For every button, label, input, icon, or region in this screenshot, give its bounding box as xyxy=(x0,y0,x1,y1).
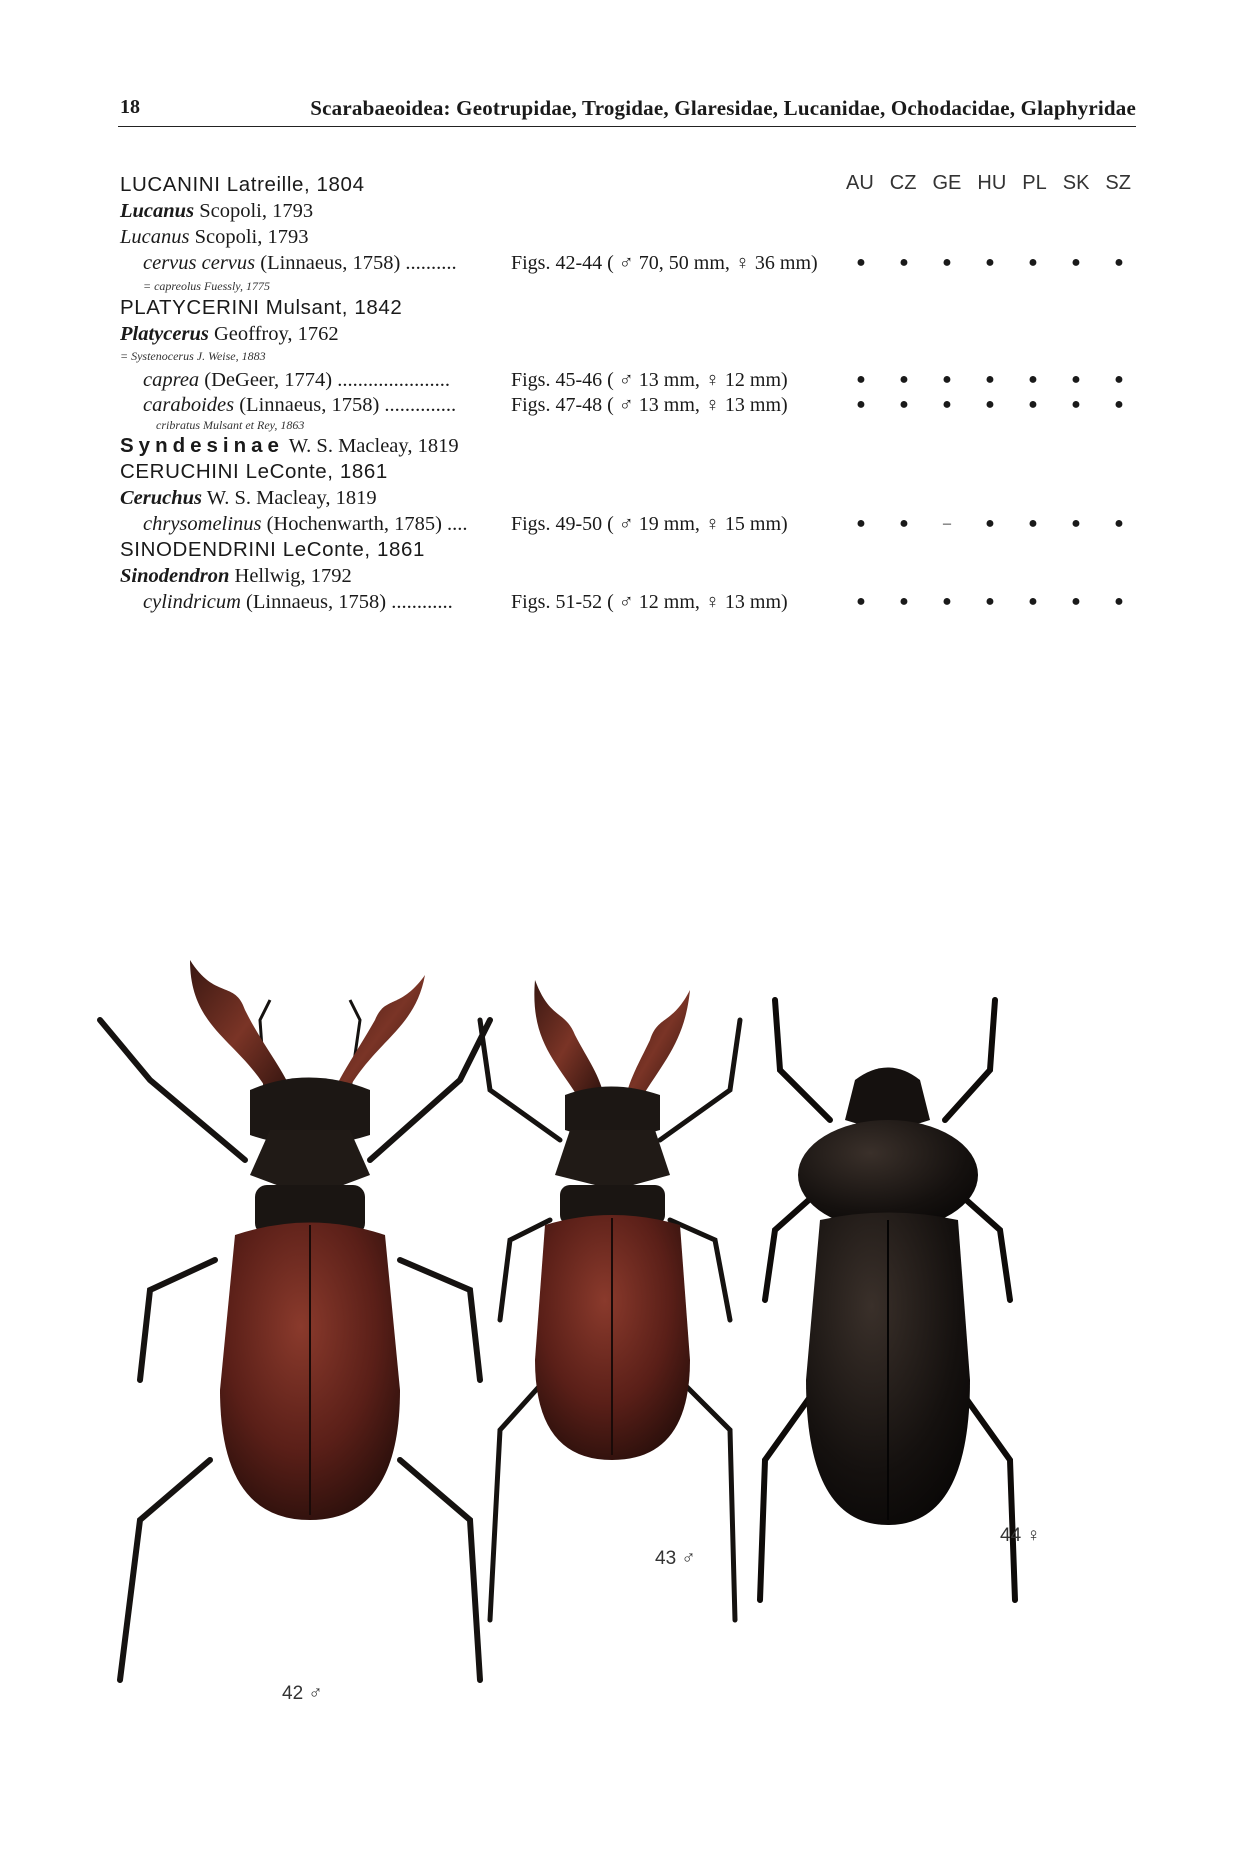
genus-author: Scopoli, 1793 xyxy=(194,200,314,222)
species-author: (DeGeer, 1774) ...................... xyxy=(199,369,450,391)
dist-dot: ● xyxy=(1071,593,1081,610)
specimen-plate xyxy=(40,960,1208,1780)
synonym-cribratus: cribratus Mulsant et Rey, 1863 xyxy=(156,418,305,432)
country-sz: SZ xyxy=(1105,172,1131,194)
dist-dot: ● xyxy=(942,371,952,388)
synonym-capreolus: = capreolus Fuessly, 1775 xyxy=(143,279,270,293)
dist-dot: ● xyxy=(985,515,995,532)
figure-label-42: 42 ♂ xyxy=(282,1683,323,1704)
species-name: caraboides xyxy=(143,394,235,416)
species-caprea xyxy=(143,367,450,393)
species-author: (Linnaeus, 1758) .......... xyxy=(255,252,457,274)
genus-name: Ceruchus xyxy=(120,487,203,509)
genus-platycerus xyxy=(120,321,339,347)
specimen-42-male xyxy=(100,960,490,1680)
specimen-44-female xyxy=(760,1000,1015,1600)
dist-dot: ● xyxy=(856,593,866,610)
figref-chrysomelinus: Figs. 49-50 ( ♂ 19 mm, ♀ 15 mm) xyxy=(511,513,788,535)
species-cylindricum xyxy=(143,589,453,615)
running-title: Scarabaeoidea: Geotrupidae, Trogidae, Glaresidae, Lucanidae, Ochodacidae, Glaphyridae xyxy=(310,96,1136,120)
dist-dot: ● xyxy=(985,396,995,413)
genus-name: Sinodendron xyxy=(120,565,230,587)
dist-dot: ● xyxy=(942,254,952,271)
synonym-systenocerus: = Systenocerus J. Weise, 1883 xyxy=(120,349,266,363)
species-author: (Linnaeus, 1758) .............. xyxy=(234,394,457,416)
distribution-cylindricum xyxy=(855,589,1125,615)
page-number: 18 xyxy=(120,96,140,118)
dist-dot: ● xyxy=(899,371,909,388)
subfamily-name: Syndesinae xyxy=(120,434,284,457)
subfamily-author: W. S. Macleay, 1819 xyxy=(283,435,459,457)
dist-dot: ● xyxy=(1071,396,1081,413)
figref-cervus: Figs. 42-44 ( ♂ 70, 50 mm, ♀ 36 mm) xyxy=(511,252,818,274)
subgenus-lucanus xyxy=(120,224,309,250)
tribe-ceruchini: CERUCHINI LeConte, 1861 xyxy=(120,460,388,483)
figref-cylindricum: Figs. 51-52 ( ♂ 12 mm, ♀ 13 mm) xyxy=(511,591,788,613)
dist-dot: ● xyxy=(942,593,952,610)
species-chrysomelinus xyxy=(143,511,468,537)
dist-dot: ● xyxy=(899,396,909,413)
figref-caraboides: Figs. 47-48 ( ♂ 13 mm, ♀ 13 mm) xyxy=(511,394,788,416)
species-name: cylindricum xyxy=(143,591,241,613)
distribution-chrysomelinus xyxy=(855,511,1125,537)
running-header xyxy=(118,96,1136,127)
genus-sinodendron xyxy=(120,563,352,589)
figure-label-44: 44 ♀ xyxy=(1000,1525,1041,1546)
dist-dot: ● xyxy=(856,396,866,413)
dist-dot: ● xyxy=(856,515,866,532)
figref-caprea: Figs. 45-46 ( ♂ 13 mm, ♀ 12 mm) xyxy=(511,369,788,391)
species-name: caprea xyxy=(143,369,200,391)
species-caraboides xyxy=(143,392,456,418)
species-cervus xyxy=(143,250,457,276)
dist-dot: ● xyxy=(985,593,995,610)
species-name: chrysomelinus xyxy=(143,513,262,535)
dist-dot: ● xyxy=(1028,254,1038,271)
dist-dot: ● xyxy=(899,254,909,271)
species-author: (Linnaeus, 1758) ............ xyxy=(240,591,453,613)
genus-ceruchus xyxy=(120,485,377,511)
dist-dot: ● xyxy=(1028,396,1038,413)
genus-name: Lucanus xyxy=(120,200,195,222)
country-sk: SK xyxy=(1062,172,1090,194)
tribe-sinodendrini: SINODENDRINI LeConte, 1861 xyxy=(120,538,426,561)
genus-name: Platycerus xyxy=(120,323,209,345)
genus-author: W. S. Macleay, 1819 xyxy=(202,487,377,509)
dist-dot: ● xyxy=(985,371,995,388)
genus-author: Hellwig, 1792 xyxy=(229,565,352,587)
country-hu: HU xyxy=(977,172,1007,194)
genus-author: Geoffroy, 1762 xyxy=(208,323,339,345)
dist-dash: – xyxy=(943,515,951,532)
dist-dot: ● xyxy=(856,371,866,388)
dist-dot: ● xyxy=(856,254,866,271)
genus-lucanus xyxy=(120,198,313,224)
country-header xyxy=(846,172,1131,195)
dist-dot: ● xyxy=(1028,515,1038,532)
dist-dot: ● xyxy=(1114,371,1124,388)
distribution-caraboides xyxy=(855,392,1125,418)
country-ge: GE xyxy=(932,172,962,194)
dist-dot: ● xyxy=(985,254,995,271)
species-author: (Hochenwarth, 1785) .... xyxy=(261,513,468,535)
dist-dot: ● xyxy=(1028,593,1038,610)
figure-label-43: 43 ♂ xyxy=(655,1548,696,1569)
species-name: cervus cervus xyxy=(143,252,256,274)
dist-dot: ● xyxy=(1114,515,1124,532)
distribution-cervus xyxy=(855,250,1125,276)
country-au: AU xyxy=(846,172,874,194)
tribe-platycerini: PLATYCERINI Mulsant, 1842 xyxy=(120,296,403,319)
dist-dot: ● xyxy=(1071,515,1081,532)
dist-dot: ● xyxy=(1071,254,1081,271)
dist-dot: ● xyxy=(1114,254,1124,271)
subgenus-name: Lucanus xyxy=(120,226,190,248)
subfamily-syndesinae xyxy=(120,433,459,459)
country-cz: CZ xyxy=(889,172,917,194)
subgenus-author: Scopoli, 1793 xyxy=(189,226,309,248)
dist-dot: ● xyxy=(1114,593,1124,610)
dist-dot: ● xyxy=(942,396,952,413)
dist-dot: ● xyxy=(899,593,909,610)
specimen-43-male xyxy=(480,980,740,1620)
tribe-lucanini: LUCANINI Latreille, 1804 xyxy=(120,173,365,196)
dist-dot: ● xyxy=(1114,396,1124,413)
distribution-caprea xyxy=(855,367,1125,393)
dist-dot: ● xyxy=(899,515,909,532)
dist-dot: ● xyxy=(1028,371,1038,388)
country-pl: PL xyxy=(1022,172,1047,194)
dist-dot: ● xyxy=(1071,371,1081,388)
